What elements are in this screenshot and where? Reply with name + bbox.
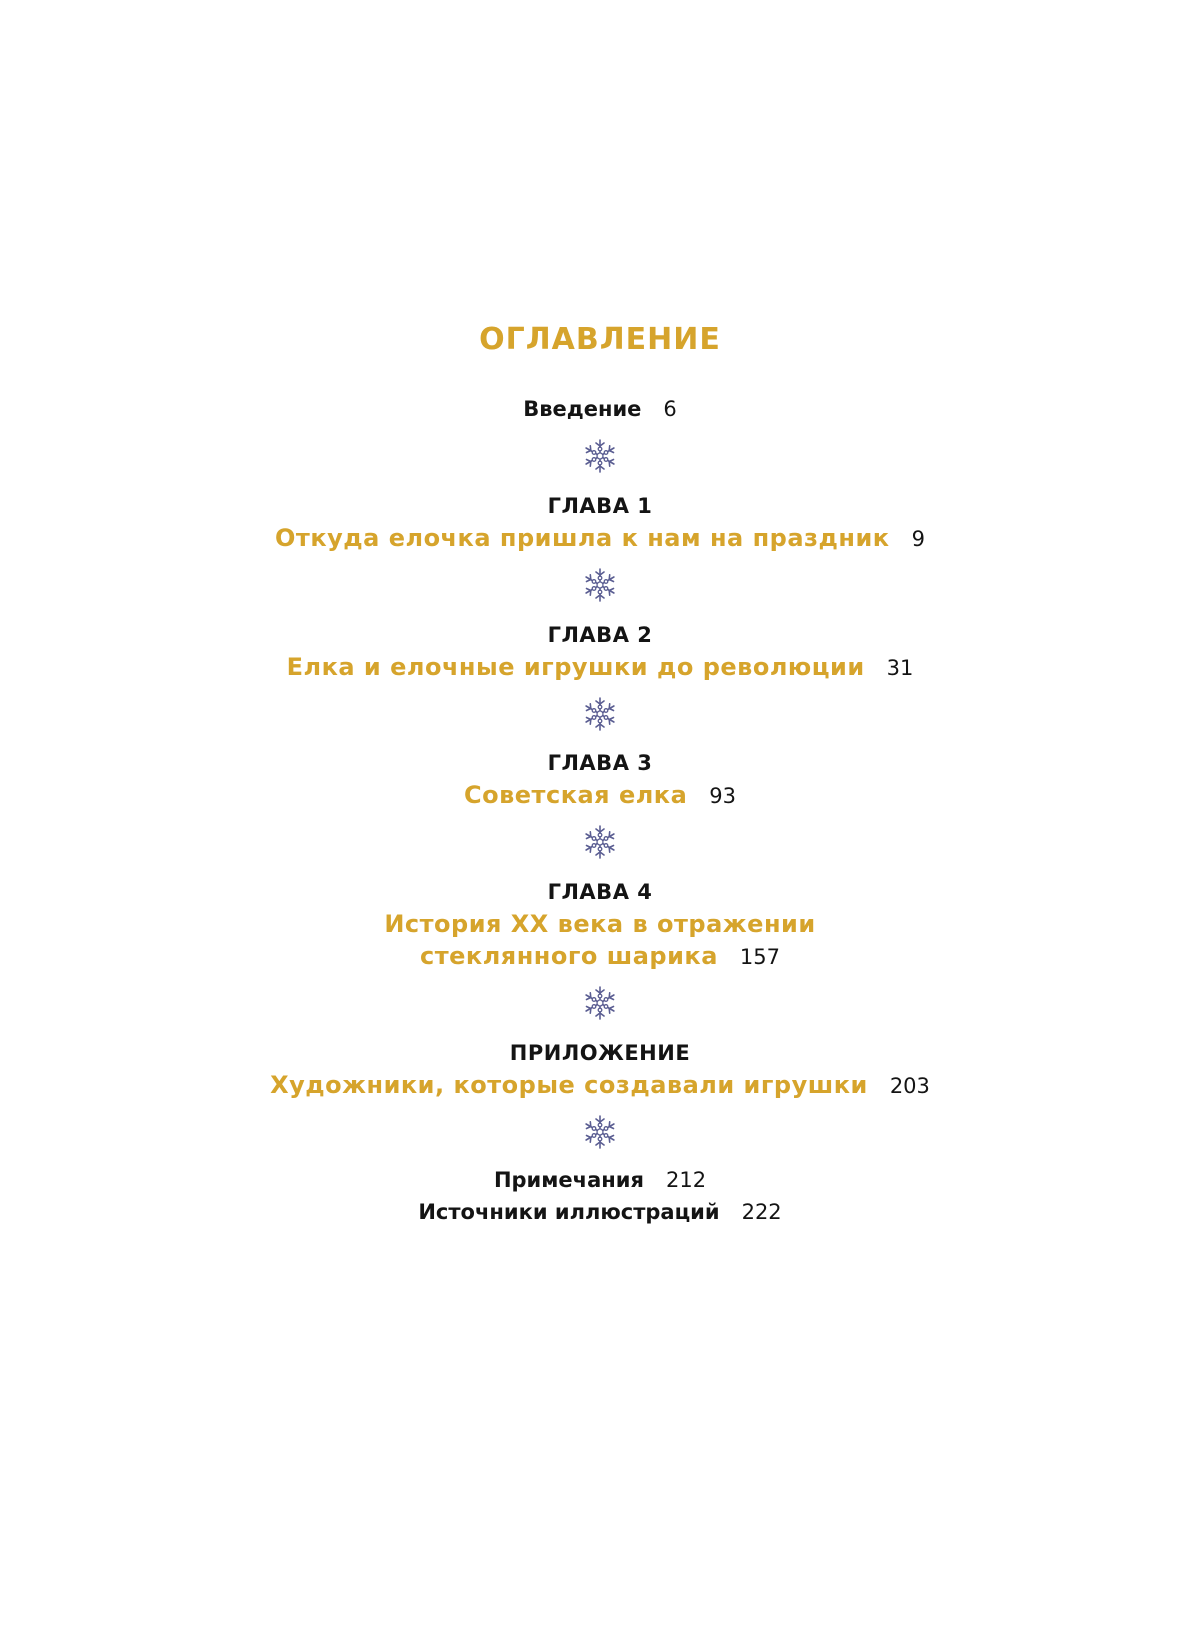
toc-page-number: 157 xyxy=(739,945,780,969)
toc-heading: ОГЛАВЛЕНИЕ xyxy=(479,322,721,357)
chapter-3-title: Советская елка xyxy=(463,781,688,809)
toc-entry-chapter-4[interactable] xyxy=(0,942,1200,970)
toc-page-number: 203 xyxy=(889,1074,930,1098)
snowflake-icon xyxy=(582,696,618,732)
toc-page-number: 93 xyxy=(709,784,737,808)
chapter-1-title: Откуда елочка пришла к нам на праздник xyxy=(275,524,890,552)
chapter-4-title-line-2: стеклянного шарика xyxy=(420,942,718,970)
toc-entry-chapter-2[interactable] xyxy=(0,653,1200,681)
toc-page-number: 9 xyxy=(911,527,925,551)
chapter-4-title-line-1[interactable]: История XX века в отражении xyxy=(384,910,816,938)
toc-entry-title: Примечания xyxy=(493,1168,644,1192)
chapter-4-label: ГЛАВА 4 xyxy=(547,880,653,904)
toc-page-number: 6 xyxy=(663,397,677,421)
appendix-label: ПРИЛОЖЕНИЕ xyxy=(509,1041,691,1065)
snowflake-icon xyxy=(582,985,618,1021)
chapter-1-label: ГЛАВА 1 xyxy=(547,494,653,518)
toc-entry-title: Введение xyxy=(523,397,642,421)
toc-page-number: 31 xyxy=(886,656,914,680)
appendix-title: Художники, которые создавали игрушки xyxy=(270,1071,868,1099)
snowflake-icon xyxy=(582,824,618,860)
toc-page-number: 222 xyxy=(741,1200,782,1224)
toc-entry-notes[interactable] xyxy=(0,1168,1200,1192)
snowflake-icon xyxy=(582,1114,618,1150)
chapter-2-title: Елка и елочные игрушки до революции xyxy=(286,653,865,681)
toc-entry-chapter-3[interactable] xyxy=(0,781,1200,809)
toc-entry-title: Источники иллюстраций xyxy=(418,1200,720,1224)
snowflake-icon xyxy=(582,567,618,603)
toc-page-number: 212 xyxy=(665,1168,707,1192)
chapter-3-label: ГЛАВА 3 xyxy=(547,751,653,775)
toc-entry-introduction[interactable] xyxy=(0,397,1200,421)
toc-entry-chapter-1[interactable] xyxy=(0,524,1200,552)
toc-entry-illustration-sources[interactable] xyxy=(0,1200,1200,1224)
chapter-2-label: ГЛАВА 2 xyxy=(547,623,653,647)
snowflake-icon xyxy=(582,438,618,474)
toc-entry-appendix[interactable] xyxy=(0,1071,1200,1099)
